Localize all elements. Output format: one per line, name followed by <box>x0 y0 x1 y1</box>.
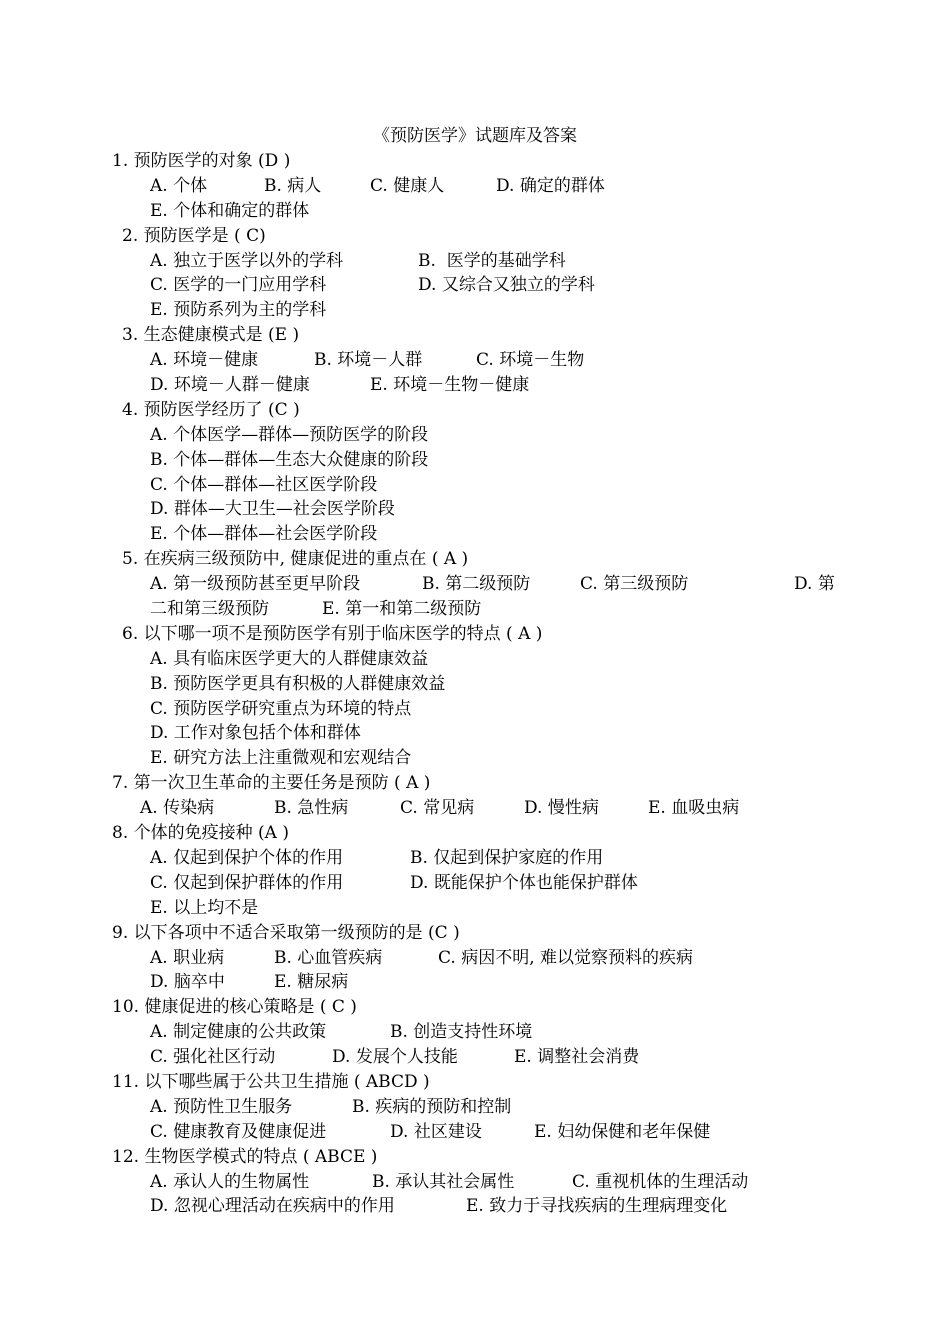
text-line <box>0 896 950 921</box>
text-line <box>0 1020 950 1045</box>
text-line <box>0 572 950 597</box>
text-line <box>0 1145 950 1170</box>
text-segment: E. 血吸虫病 <box>648 798 740 819</box>
text-segment: E. 第一和第二级预防 <box>322 599 482 620</box>
text-segment: A. 职业病 <box>150 947 225 968</box>
text-segment: 10. 健康促进的核心策略是 ( C ) <box>112 997 357 1018</box>
text-line <box>0 149 950 174</box>
text-segment: A. 第一级预防甚至更早阶段 <box>150 574 361 595</box>
text-line <box>0 398 950 423</box>
text-segment: C. 健康教育及健康促进 <box>150 1121 327 1142</box>
text-line <box>0 497 950 522</box>
text-segment: A. 预防性卫生服务 <box>150 1096 293 1117</box>
text-segment: A. 环境－健康 <box>150 350 259 371</box>
text-segment: B. 创造支持性环境 <box>390 1022 533 1043</box>
text-line <box>0 746 950 771</box>
text-line <box>0 298 950 323</box>
text-segment: C. 第三级预防 <box>580 574 689 595</box>
text-line <box>0 871 950 896</box>
text-line <box>0 796 950 821</box>
text-line <box>0 771 950 796</box>
text-segment: E. 妇幼保健和老年保健 <box>534 1121 711 1142</box>
text-segment: 12. 生物医学模式的特点 ( ABCE ) <box>112 1146 378 1167</box>
text-segment: D. 环境－人群－健康 <box>150 375 310 396</box>
text-line <box>0 672 950 697</box>
text-segment: 6. 以下哪一项不是预防医学有别于临床医学的特点 ( A ) <box>122 623 543 644</box>
text-segment: D. 社区建设 <box>390 1121 482 1142</box>
text-segment: D. 发展个人技能 <box>332 1047 458 1068</box>
text-line <box>0 448 950 473</box>
text-segment: B. 承认其社会属性 <box>372 1171 515 1192</box>
text-segment: D. 确定的群体 <box>496 175 605 196</box>
text-segment: 二和第三级预防 <box>150 599 269 620</box>
text-segment: B. 医学的基础学科 <box>418 250 566 271</box>
text-line <box>0 1194 950 1219</box>
text-segment: D. 脑卒中 <box>150 972 225 993</box>
text-line <box>0 597 950 622</box>
text-segment: B. 病人 <box>264 175 322 196</box>
text-segment: C. 健康人 <box>370 175 445 196</box>
text-segment: 11. 以下哪些属于公共卫生措施 ( ABCD ) <box>112 1071 430 1092</box>
text-segment: A. 制定健康的公共政策 <box>150 1022 327 1043</box>
text-segment: C. 强化社区行动 <box>150 1047 276 1068</box>
text-line <box>0 348 950 373</box>
text-segment: A. 仅起到保护个体的作用 <box>150 847 344 868</box>
text-segment: A. 独立于医学以外的学科 <box>150 250 344 271</box>
text-line <box>0 697 950 722</box>
text-segment: E. 调整社会消费 <box>514 1047 640 1068</box>
text-segment: D. 既能保护个体也能保护群体 <box>410 872 638 893</box>
text-segment: E. 个体—群体—社会医学阶段 <box>150 524 378 545</box>
text-segment: 1. 预防医学的对象 (D ) <box>112 151 291 171</box>
text-line <box>0 423 950 448</box>
text-segment: E. 环境－生物－健康 <box>370 375 530 396</box>
text-segment: 5. 在疾病三级预防中, 健康促进的重点在 ( A ) <box>122 549 469 570</box>
text-segment: E. 致力于寻找疾病的生理病理变化 <box>466 1196 728 1217</box>
text-line <box>0 846 950 871</box>
text-segment: D. 群体—大卫生—社会医学阶段 <box>150 499 395 520</box>
text-segment: A. 具有临床医学更大的人群健康效益 <box>150 648 429 669</box>
text-segment: B. 急性病 <box>274 798 349 819</box>
text-line <box>0 199 950 224</box>
text-line <box>0 1170 950 1195</box>
text-line <box>0 174 950 199</box>
text-line <box>0 273 950 298</box>
text-line <box>0 721 950 746</box>
text-segment: D. 慢性病 <box>524 798 599 819</box>
text-line <box>0 946 950 971</box>
text-segment: A. 传染病 <box>140 798 215 819</box>
text-segment: C. 个体—群体—社区医学阶段 <box>150 474 378 495</box>
text-segment: B. 环境－人群 <box>314 350 423 371</box>
text-segment: B. 个体—群体—生态大众健康的阶段 <box>150 449 429 470</box>
text-segment: B. 疾病的预防和控制 <box>352 1096 512 1117</box>
document-title: 《预防医学》试题库及答案 <box>373 126 577 146</box>
text-segment: E. 糖尿病 <box>274 972 349 993</box>
text-line <box>0 1095 950 1120</box>
text-line <box>0 821 950 846</box>
text-segment: D. 第 <box>794 574 835 595</box>
text-segment: B. 第二级预防 <box>422 574 531 595</box>
text-line <box>0 1120 950 1145</box>
text-segment: C. 医学的一门应用学科 <box>150 275 327 296</box>
text-line <box>0 249 950 274</box>
text-line <box>0 522 950 547</box>
text-line <box>0 224 950 249</box>
text-line <box>0 323 950 348</box>
text-segment: 8. 个体的免疫接种 (A ) <box>112 823 289 844</box>
text-line <box>0 473 950 498</box>
text-line <box>0 547 950 572</box>
text-line <box>0 647 950 672</box>
text-segment: B. 仅起到保护家庭的作用 <box>410 847 604 868</box>
text-segment: E. 预防系列为主的学科 <box>150 300 327 321</box>
text-segment: E. 个体和确定的群体 <box>150 200 310 221</box>
text-line <box>0 921 950 946</box>
text-segment: C. 预防医学研究重点为环境的特点 <box>150 698 412 719</box>
text-segment: E. 研究方法上注重微观和宏观结合 <box>150 748 412 769</box>
text-segment: B. 心血管疾病 <box>274 947 383 968</box>
text-segment: A. 承认人的生物属性 <box>150 1171 310 1192</box>
text-segment: C. 仅起到保护群体的作用 <box>150 872 344 893</box>
text-segment: C. 病因不明, 难以觉察预料的疾病 <box>438 947 694 968</box>
text-segment: C. 常见病 <box>400 798 475 819</box>
text-segment: A. 个体 <box>150 175 208 196</box>
text-segment: A. 个体医学—群体—预防医学的阶段 <box>150 424 429 445</box>
text-segment: D. 工作对象包括个体和群体 <box>150 723 361 744</box>
text-line <box>0 622 950 647</box>
text-segment: E. 以上均不是 <box>150 897 259 918</box>
text-line <box>0 970 950 995</box>
text-segment: 2. 预防医学是 ( C) <box>122 225 266 246</box>
text-line <box>0 1070 950 1095</box>
text-segment: C. 环境－生物 <box>476 350 585 371</box>
text-segment: C. 重视机体的生理活动 <box>572 1171 749 1192</box>
text-segment: B. 预防医学更具有积极的人群健康效益 <box>150 673 446 694</box>
text-segment: 4. 预防医学经历了 (C ) <box>122 399 300 420</box>
text-line <box>0 373 950 398</box>
text-line <box>0 995 950 1020</box>
text-segment: D. 又综合又独立的学科 <box>418 275 595 296</box>
text-segment: D. 忽视心理活动在疾病中的作用 <box>150 1196 395 1217</box>
text-segment: 9. 以下各项中不适合采取第一级预防的是 (C ) <box>112 922 460 943</box>
text-line <box>0 1045 950 1070</box>
question-list <box>0 149 950 1219</box>
text-segment: 3. 生态健康模式是 (E ) <box>122 325 300 346</box>
text-segment: 7. 第一次卫生革命的主要任务是预防 ( A ) <box>112 773 431 794</box>
